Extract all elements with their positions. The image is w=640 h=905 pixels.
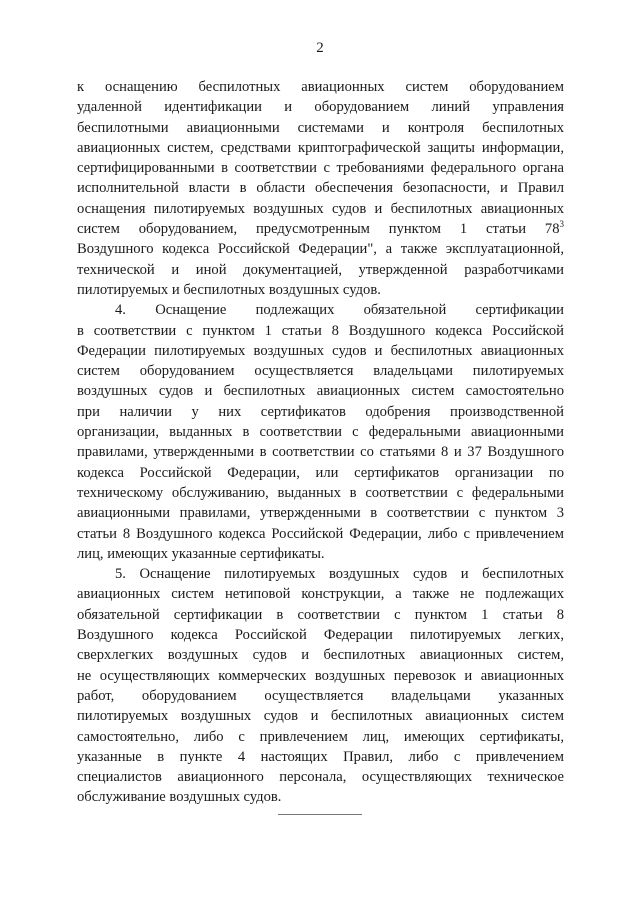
text-line: Воздушного кодекса Российской Федерации", а также эксплуатационной, [77, 241, 564, 258]
text-line: указанные в пункте 4 настоящих Правил, либо с привлечением [77, 748, 564, 765]
text-line-content: систем оборудованием, предусмотренным пунктом 1 статьи 78 [77, 221, 560, 238]
text-line: техническому обслуживанию, выданных в соответствии с федеральными [77, 484, 564, 501]
end-separator-line [278, 814, 362, 815]
text-line: авиационными правилами, утвержденными в соответствии с пунктом 3 [77, 505, 564, 522]
text-line: кодекса Российской Федерации, или сертификатов организации по [77, 464, 564, 481]
text-line: специалистов авиационного персонала, осуществляющих техническое [77, 769, 564, 786]
text-line: Воздушного кодекса Российской Федерации пилотируемых легких, [77, 627, 564, 644]
text-line: систем оборудованием осуществляется владельцами пилотируемых [77, 363, 564, 380]
paragraph-item-5 [77, 564, 564, 808]
text-line: к оснащению беспилотных авиационных систем оборудованием [77, 79, 564, 95]
text-line: воздушных судов и беспилотных авиационных систем самостоятельно [77, 383, 564, 400]
text-line: 4. Оснащение подлежащих обязательной сертификации [115, 302, 564, 319]
text-line: не осуществляющих коммерческих воздушных перевозок и авиационных [77, 667, 564, 684]
page-number: 2 [316, 40, 324, 56]
text-line: лиц, имеющих указанные сертификаты. [77, 545, 325, 562]
paragraph-continuation [77, 77, 564, 300]
text-line: 5. Оснащение пилотируемых воздушных судов и беспилотных [115, 566, 564, 583]
text-line: обслуживание воздушных судов. [77, 789, 282, 806]
text-line: авиационных систем, средствами криптографической защиты информации, [77, 139, 564, 156]
text-line: сверхлегких воздушных судов и беспилотных авиационных систем, [77, 647, 564, 664]
text-line-with-superscript [77, 219, 564, 239]
text-line: работ, оборудованием осуществляется владельцами указанных [77, 687, 564, 704]
text-line: в соответствии с пунктом 1 статьи 8 Воздушного кодекса Российской [77, 322, 564, 339]
text-line: Федерации пилотируемых воздушных судов и беспилотных авиационных [77, 342, 564, 359]
text-line: оснащения пилотируемых воздушных судов и беспилотных авиационных [77, 200, 564, 217]
text-line: обязательной сертификации в соответствии с пунктом 1 статьи 8 [77, 606, 564, 623]
text-line: правилами, утвержденными в соответствии со статьями 8 и 37 Воздушного [77, 444, 564, 461]
superscript: 3 [559, 219, 564, 230]
paragraph-item-4 [77, 300, 564, 564]
text-line: беспилотными авиационными системами и контроля беспилотных [77, 119, 564, 136]
text-line: пилотируемых и беспилотных воздушных судов. [77, 281, 381, 298]
text-line: самостоятельно, либо с привлечением лиц, имеющих сертификаты, [77, 728, 564, 745]
text-line: исполнительной власти в области обеспечения безопасности, и Правил [77, 180, 564, 197]
text-line: авиационных систем нетиповой конструкции, а также не подлежащих [77, 586, 564, 603]
document-body [77, 77, 564, 808]
text-line: при наличии у них сертификатов одобрения производственной [77, 403, 564, 420]
text-line: статьи 8 Воздушного кодекса Российской Федерации, либо с привлечением [77, 525, 564, 542]
text-line: технической и иной документацией, утвержденной разработчиками [77, 261, 564, 278]
text-line: сертифицированными в соответствии с требованиями федерального органа [77, 160, 564, 177]
text-line: удаленной идентификации и оборудованием линий управления [77, 99, 564, 116]
text-line: организации, выданных в соответствии с федеральными авиационными [77, 424, 564, 441]
text-line: пилотируемых воздушных судов и беспилотных авиационных систем [77, 708, 564, 725]
